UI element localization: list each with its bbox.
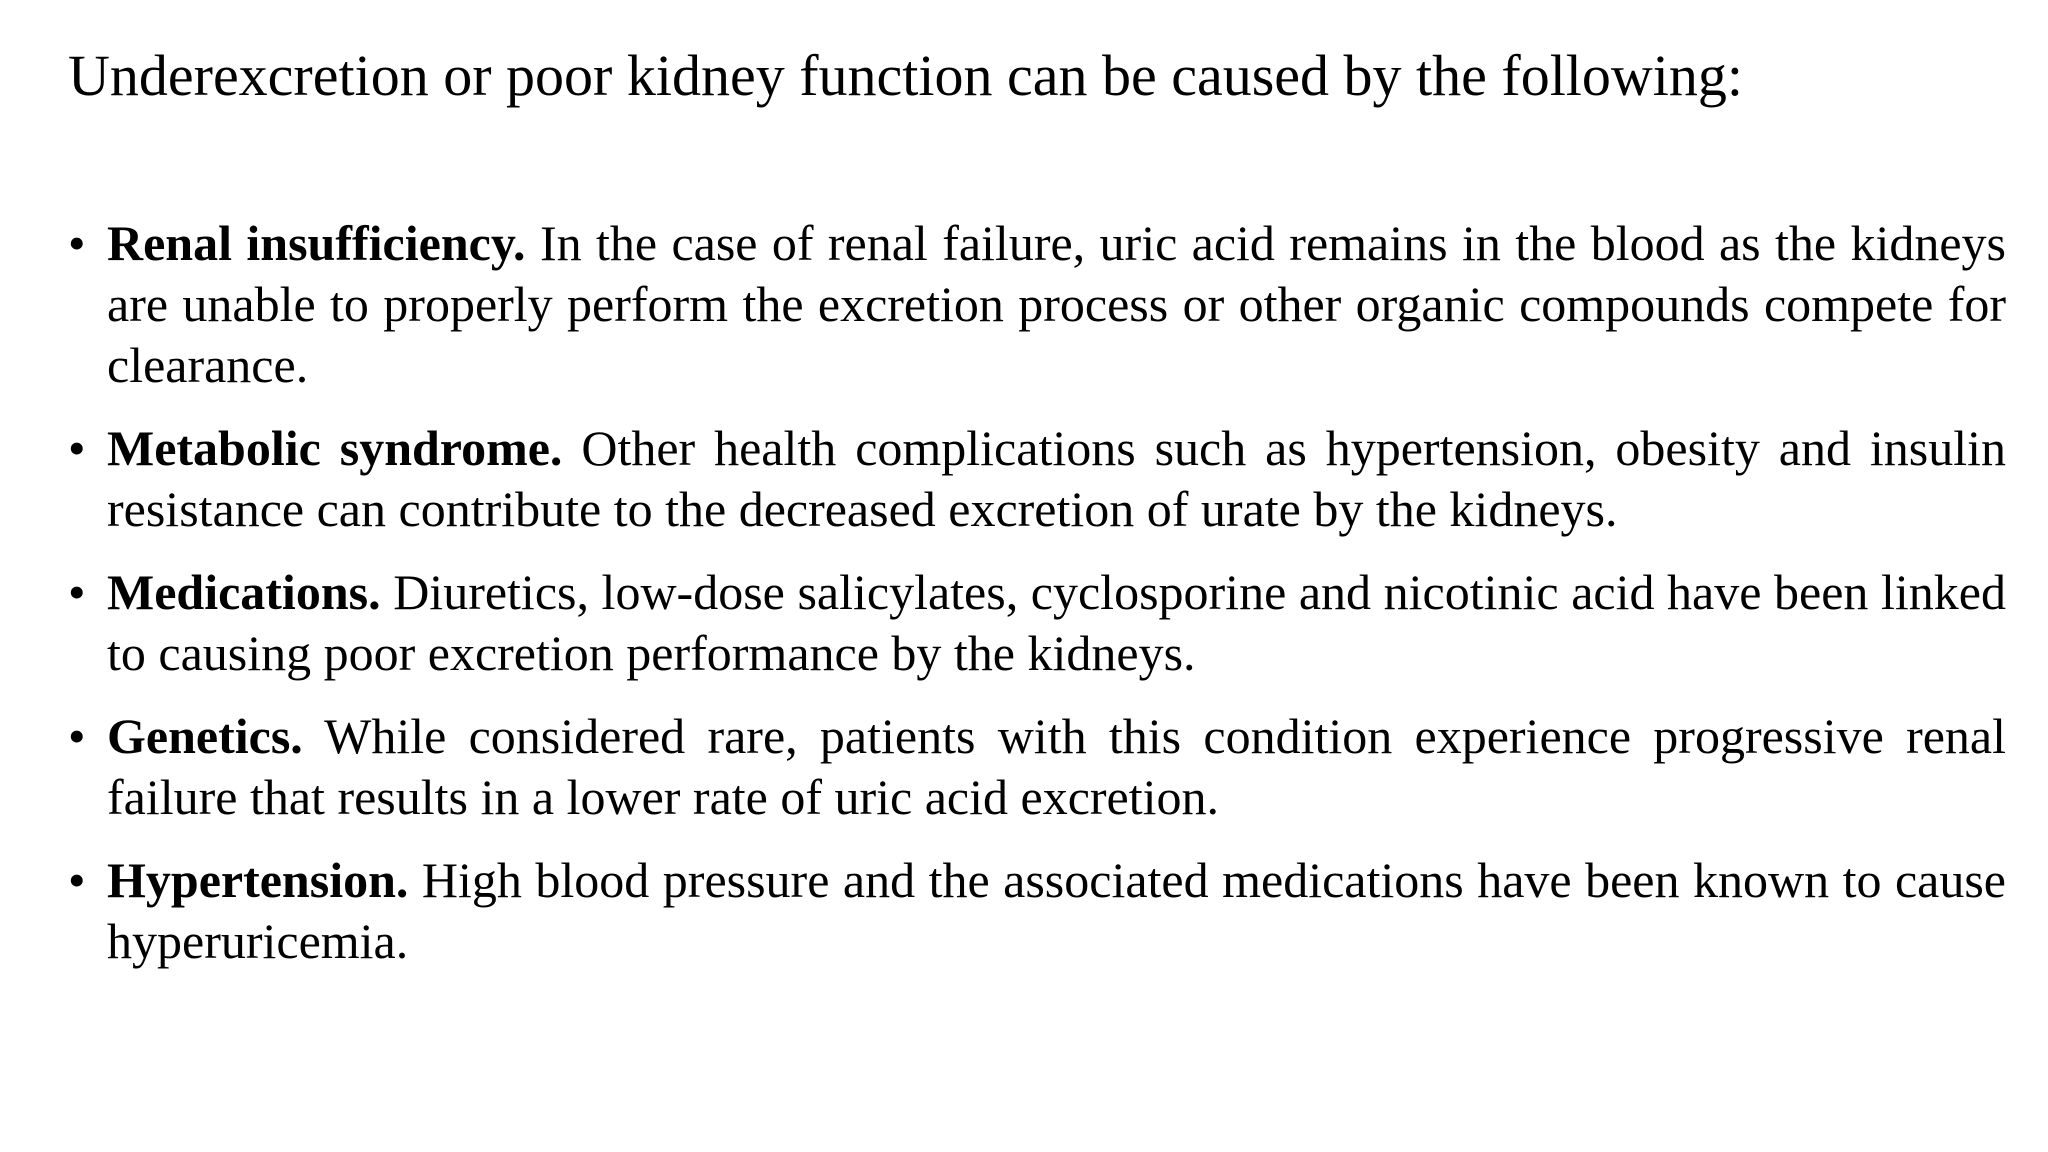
list-item-metabolic-syndrome <box>68 418 2006 540</box>
cause-description: While considered rare, patients with this condition experience progressive renal failure that results in a lower rate of uric acid excretion. <box>107 708 2006 825</box>
cause-term: Renal insufficiency. <box>107 215 526 271</box>
cause-term: Medications. <box>107 564 381 620</box>
intro-text: Underexcretion or poor kidney function can be caused by the following: <box>68 43 1744 108</box>
bullet-icon: • <box>68 564 86 620</box>
list-item-renal-insufficiency <box>68 213 2006 396</box>
cause-term: Metabolic syndrome. <box>107 420 563 476</box>
list-item-genetics <box>68 706 2006 828</box>
cause-description: In the case of renal failure, uric acid remains in the blood as the kidneys are unable to properly perform the excretion process or other organic compounds compete for clearance. <box>107 215 2007 393</box>
cause-description: High blood pressure and the associated medications have been known to cause hyperuricemia. <box>107 852 2006 969</box>
causes-list <box>68 213 2006 994</box>
list-item-hypertension <box>68 850 2006 972</box>
list-item-medications <box>68 562 2006 684</box>
cause-term: Hypertension. <box>107 852 409 908</box>
bullet-icon: • <box>68 708 86 764</box>
bullet-icon: • <box>68 420 86 476</box>
bullet-icon: • <box>68 852 86 908</box>
cause-description: Other health complications such as hypertension, obesity and insulin resistance can contribute to the decreased excretion of urate by the kidneys. <box>107 420 2006 537</box>
cause-description: Diuretics, low-dose salicylates, cyclosporine and nicotinic acid have been linked to causing poor excretion performance by the kidneys. <box>107 564 2006 681</box>
cause-term: Genetics. <box>107 708 303 764</box>
bullet-icon: • <box>68 215 86 271</box>
